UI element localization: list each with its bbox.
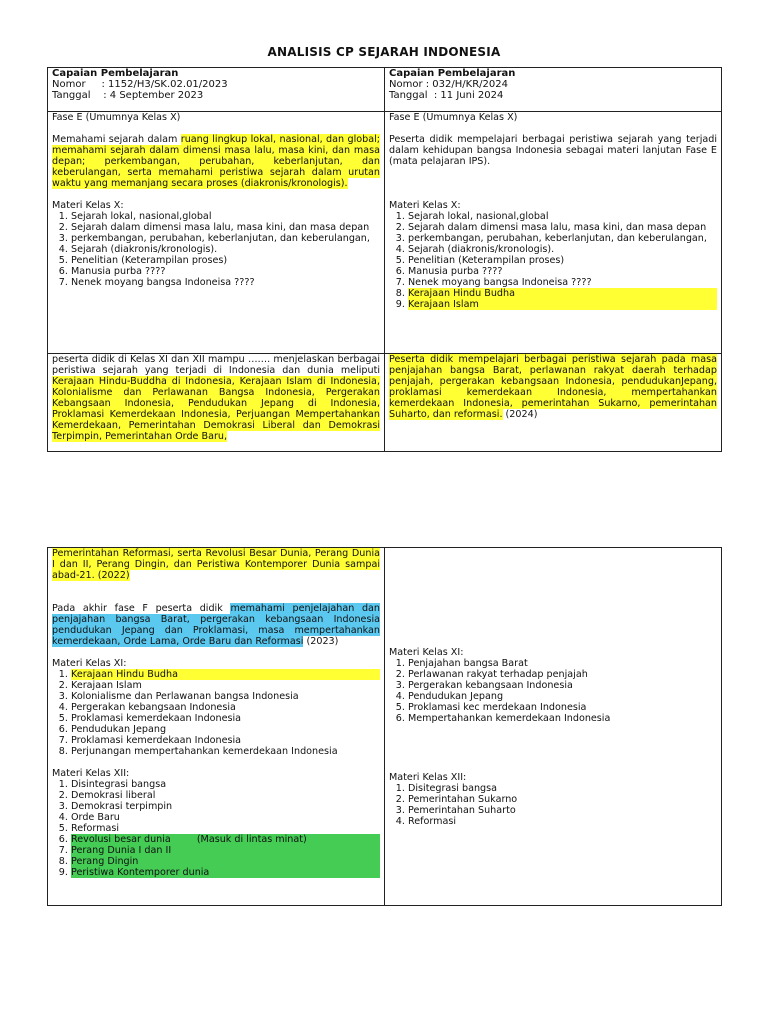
list-item-highlighted: 9. Kerajaan Islam: [408, 299, 717, 310]
list-item: 1. Sejarah lokal, nasional,global: [71, 211, 380, 222]
list-item: 3. Kolonialisme dan Perlawanan bangsa Indonesia: [71, 691, 380, 702]
cp-comparison-table-page1: [47, 67, 722, 452]
fase-f-row: [48, 354, 722, 452]
list-item: 5. Penelitian (Keterampilan proses): [408, 255, 717, 266]
list-item: 2. Sejarah dalam dimensi masa lalu, masa kini, dan masa depan: [408, 222, 717, 233]
list-item: 7. Nenek moyang bangsa Indoneisa ????: [408, 277, 717, 288]
left-materi-x-label: Materi Kelas X:: [52, 200, 124, 211]
left-header-tanggal: Tanggal : 4 September 2023: [52, 90, 204, 101]
list-item: 1. Disintegrasi bangsa: [71, 779, 380, 790]
left-header-heading: Capaian Pembelajaran: [52, 68, 179, 79]
list-item: 6. Manusia purba ????: [71, 266, 380, 277]
right-fase-f-continued-cell: [385, 548, 722, 906]
right-header-tanggal: Tanggal : 11 Juni 2024: [389, 90, 504, 101]
left-header-nomor: Nomor : 1152/H3/SK.02.01/2023: [52, 79, 228, 90]
list-item: 3. Demokrasi terpimpin: [71, 801, 380, 812]
list-item: 8. Perjunangan mempertahankan kemerdekaan Indonesia: [71, 746, 380, 757]
right-header-cell: [385, 68, 722, 112]
right-materi-xi-list: [389, 658, 717, 724]
list-item: 4. Orde Baru: [71, 812, 380, 823]
lintas-minat-note: (Masuk di lintas minat): [196, 834, 307, 845]
list-item: 5. Proklamasi kec merdekaan Indonesia: [408, 702, 717, 713]
list-item: 5. Penelitian (Keterampilan proses): [71, 255, 380, 266]
left-materi-xii-label: Materi Kelas XII:: [52, 768, 130, 779]
list-item-highlighted: 8. Kerajaan Hindu Budha: [408, 288, 717, 299]
fase-e-row: [48, 112, 722, 354]
list-item: 5. Reformasi: [71, 823, 380, 834]
list-item: 3. Pergerakan kebangsaan Indonesia: [408, 680, 717, 691]
left-header-cell: [48, 68, 385, 112]
left-fase-e-label: Fase E (Umumnya Kelas X): [52, 112, 181, 123]
left-fase-e-cell: [48, 112, 385, 354]
list-item: 3. perkembangan, perubahan, keberlanjutan, dan keberulangan,: [71, 233, 380, 244]
fase-f-continued-row: [48, 548, 722, 906]
list-item: 5. Proklamasi kemerdekaan Indonesia: [71, 713, 380, 724]
right-fase-e-label: Fase E (Umumnya Kelas X): [389, 112, 518, 123]
list-item: 6. Pendudukan Jepang: [71, 724, 380, 735]
list-item: 2. Pemerintahan Sukarno: [408, 794, 717, 805]
left-fase-f-description: peserta didik di Kelas XI dan XII mampu ……. menjelaskan berbagai peristiwa sejarah yang terjadi di Indonesia dan dunia meliputi Kerajaan Hindu-Buddha di Indonesia, Kerajaan Islam di Indonesia, Kolonialisme dan Perlawanan Bangsa Indonesia, Pergerakan Kebangsaan Indonesia, Pendudukan Jepang di Indonesia, Proklamasi Kemerdekaan Indonesia, Perjuangan Mempertahankan Kemerdekaan, Pemerintahan Demokrasi Liberal dan Demokrasi Terpimpin, Pemerintahan Orde Baru,: [52, 354, 380, 442]
left-materi-x-list: [52, 211, 380, 288]
header-row: [48, 68, 722, 112]
document-title: ANALISIS CP SEJARAH INDONESIA: [267, 45, 501, 59]
list-item: 4. Sejarah (diakronis/kronologis).: [408, 244, 717, 255]
list-item-lintas-minat: 7. Perang Dunia I dan II: [71, 845, 380, 856]
list-item: 6. Manusia purba ????: [408, 266, 717, 277]
right-header-heading: Capaian Pembelajaran: [389, 68, 516, 79]
list-item: 7. Nenek moyang bangsa Indoneisa ????: [71, 277, 380, 288]
right-materi-xi-label: Materi Kelas XI:: [389, 647, 464, 658]
list-item: 4. Reformasi: [408, 816, 717, 827]
list-item: 6. Mempertahankan kemerdekaan Indonesia: [408, 713, 717, 724]
right-materi-xii-label: Materi Kelas XII:: [389, 772, 467, 783]
right-fase-f-description: Peserta didik mempelajari berbagai peristiwa sejarah pada masa penjajahan bangsa Barat, perlawanan rakyat daerah terhadap penjajah, pergerakan kebangsaan Indonesia, pendudukanJepang, proklamasi kemerdekaan Indonesia, mempertahankan kemerdekaan Indonesia, pemerintahan Sukarno, pemerintahan Suharto, dan reformasi. (2024): [389, 354, 717, 420]
right-header-nomor: Nomor : 032/H/KR/2024: [389, 79, 508, 90]
right-materi-x-label: Materi Kelas X:: [389, 200, 461, 211]
list-item: 2. Kerajaan Islam: [71, 680, 380, 691]
left-fase-f-2022-text: Pemerintahan Reformasi, serta Revolusi Besar Dunia, Perang Dunia I dan II, Perang Dingin, dan Peristiwa Kontemporer Dunia sampai abad-21. (2022): [52, 548, 380, 581]
left-materi-xi-list: [52, 669, 380, 757]
list-item: 1. Penjajahan bangsa Barat: [408, 658, 717, 669]
list-item-lintas-minat: 9. Peristiwa Kontemporer dunia: [71, 867, 380, 878]
list-item: 1. Sejarah lokal, nasional,global: [408, 211, 717, 222]
list-item: 4. Sejarah (diakronis/kronologis).: [71, 244, 380, 255]
left-fase-e-description: Memahami sejarah dalam ruang lingkup lokal, nasional, dan global; memahami sejarah dalam dimensi masa lalu, masa kini, dan masa depan; perkembangan, perubahan, keberlanjutan, dan keberulangan, serta memahami peristiwa sejarah dalam urutan waktu yang memanjang secara proses (diakronis/kronologis).: [52, 134, 380, 189]
right-fase-e-description: Peserta didik mempelajari berbagai peristiwa sejarah yang terjadi dalam kehidupan bangsa Indonesia sebagai materi lanjutan Fase E (mata pelajaran IPS).: [389, 134, 717, 167]
list-item: 2. Sejarah dalam dimensi masa lalu, masa kini, dan masa depan: [71, 222, 380, 233]
list-item: 4. Pergerakan kebangsaan Indonesia: [71, 702, 380, 713]
list-item-lintas-minat: 8. Perang Dingin: [71, 856, 380, 867]
left-fase-f-continued-cell: [48, 548, 385, 906]
right-fase-e-cell: [385, 112, 722, 354]
list-item: 7. Proklamasi kemerdekaan Indonesia: [71, 735, 380, 746]
left-materi-xii-list: [52, 779, 380, 878]
list-item: 3. perkembangan, perubahan, keberlanjutan, dan keberulangan,: [408, 233, 717, 244]
left-fase-f-cell: [48, 354, 385, 452]
right-materi-xii-list: [389, 783, 717, 827]
left-fase-f-2023-text: Pada akhir fase F peserta didik memahami penjelajahan dan penjajahan bangsa Barat, pergerakan kebangsaan Indonesia pendudukan Jepang dan Proklamasi, masa mempertahankan kemerdekaan, Orde Lama, Orde Baru dan Reformasi (2023): [52, 603, 380, 647]
cp-comparison-table-page2: [47, 547, 722, 906]
list-item: 3. Pemerintahan Suharto: [408, 805, 717, 816]
list-item-lintas-minat: 6. Revolusi besar dunia (Masuk di lintas minat): [71, 834, 380, 845]
list-item-highlighted: 1. Kerajaan Hindu Budha: [71, 669, 380, 680]
right-fase-f-cell: [385, 354, 722, 452]
list-item: 1. Disitegrasi bangsa: [408, 783, 717, 794]
list-item: 2. Demokrasi liberal: [71, 790, 380, 801]
list-item: 4. Pendudukan Jepang: [408, 691, 717, 702]
list-item: 2. Perlawanan rakyat terhadap penjajah: [408, 669, 717, 680]
right-materi-x-list: [389, 211, 717, 310]
left-materi-xi-label: Materi Kelas XI:: [52, 658, 127, 669]
